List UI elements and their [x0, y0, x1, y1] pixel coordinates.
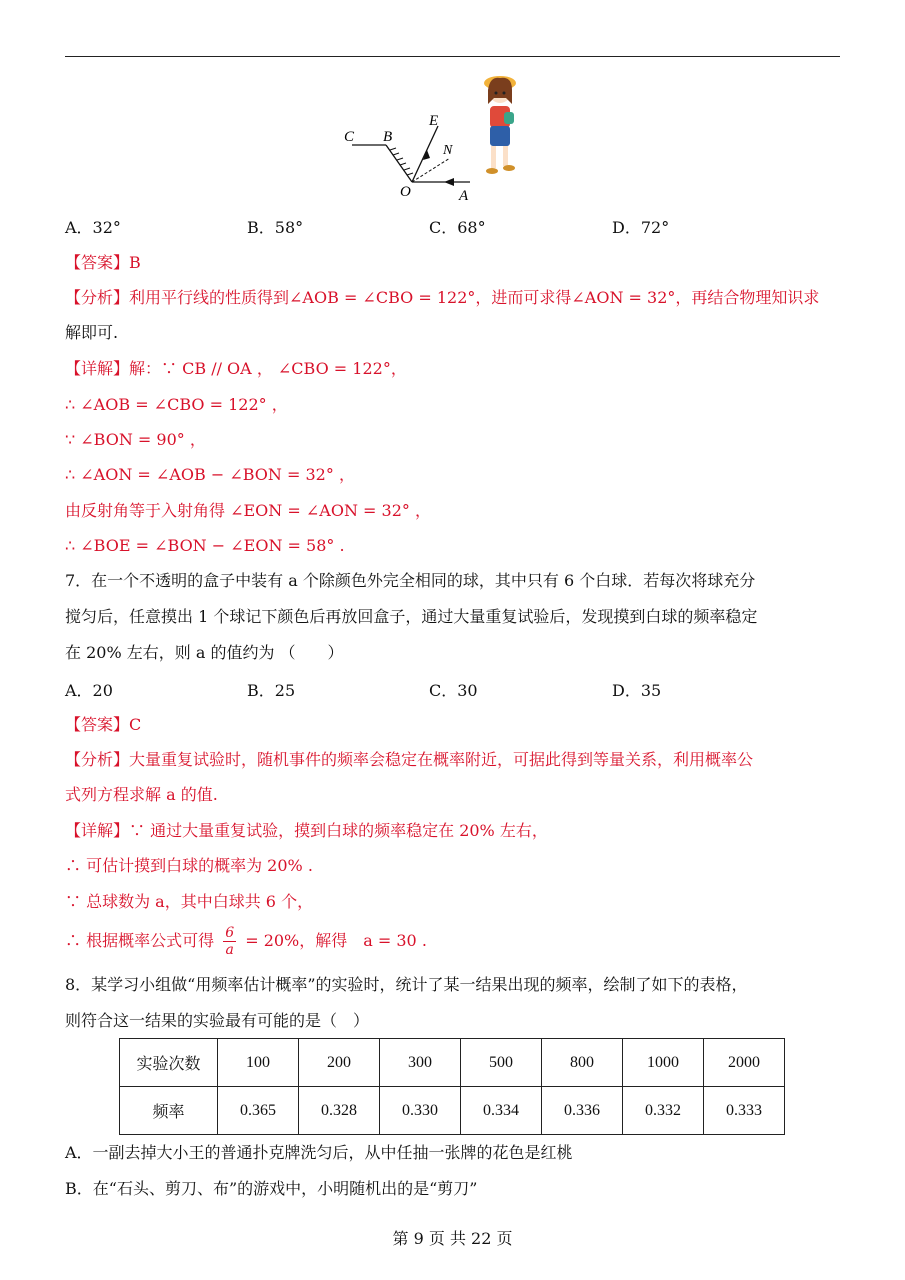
- q6-answer: 【答案】B: [65, 253, 141, 272]
- q7-analysis-2: 式列方程求解 a 的值.: [65, 785, 218, 804]
- q7-option-d: D．35: [612, 681, 662, 700]
- q6-step-4: 由反射角等于入射角得 ∠EON = ∠AON = 32° ，: [65, 501, 431, 520]
- q6-option-b: B．58°: [247, 218, 304, 237]
- q6-detail-text: 解：∵ CB // OA ， ∠CBO = 122°，: [129, 359, 407, 378]
- table-cell: 0.328: [299, 1087, 380, 1135]
- mirror-hatching: [390, 148, 413, 175]
- q7-detail-2: ∴ 可估计摸到白球的概率为 20% .: [65, 856, 313, 875]
- q8-stem-2: 则符合这一结果的实验最有可能的是（ ）: [65, 1011, 370, 1030]
- arrow-ao: [444, 178, 454, 186]
- table-cell: 1000: [623, 1039, 704, 1087]
- label-e: E: [429, 113, 439, 129]
- q6-analysis-text: 利用平行线的性质得到∠AOB = ∠CBO = 122°，进而可求得∠AON = 32°，再结合物理知识求: [129, 288, 820, 307]
- frequency-table: [119, 1038, 785, 1135]
- reflection-figure: [330, 68, 530, 208]
- q6-step-2: ∵ ∠BON = 90° ，: [65, 430, 206, 449]
- q7-stem-1: 7．在一个不透明的盒子中装有 a 个除颜色外完全相同的球，其中只有 6 个白球．若每次将球充分: [65, 571, 756, 590]
- q7-options: [65, 678, 840, 700]
- table-cell: 2000: [704, 1039, 785, 1087]
- q7-frac-num: 6: [225, 925, 235, 941]
- table-cell: 200: [299, 1039, 380, 1087]
- q7-option-b: B．25: [247, 681, 296, 700]
- q6-detail-tag: 【详解】: [65, 359, 130, 378]
- table-header-frequency: 频率: [120, 1087, 218, 1135]
- q6-options: [65, 215, 840, 237]
- q7-detail-3: ∵ 总球数为 a，其中白球共 6 个，: [65, 892, 314, 911]
- table-cell: 500: [461, 1039, 542, 1087]
- page-footer: 第 9 页 共 22 页: [392, 1229, 513, 1248]
- table-cell: 300: [380, 1039, 461, 1087]
- q8-option-a: A．一副去掉大小王的普通扑克牌洗匀后，从中任抽一张牌的花色是红桃: [65, 1143, 573, 1162]
- q7-analysis-tag: 【分析】: [65, 750, 130, 769]
- q7-frac-den: a: [225, 942, 234, 958]
- q7-option-c: C．30: [429, 681, 478, 700]
- table-cell: 0.332: [623, 1087, 704, 1135]
- q6-step-3: ∴ ∠AON = ∠AOB − ∠BON = 32° ，: [65, 465, 355, 484]
- q7-fraction: [223, 925, 236, 958]
- q6-detail-1: [65, 358, 855, 380]
- q7-stem-3: 在 20% 左右，则 a 的值约为 （ ）: [65, 643, 344, 662]
- label-b: B: [383, 129, 393, 145]
- q7-analysis-text: 大量重复试验时，随机事件的频率会稳定在概率附近，可据此得到等量关系，利用概率公: [129, 750, 754, 769]
- table-cell: 100: [218, 1039, 299, 1087]
- q8-option-b: B．在“石头、剪刀、布”的游戏中，小明随机出的是“剪刀”: [65, 1179, 478, 1198]
- table-row-trials: [120, 1039, 785, 1087]
- q7-detail-tag: 【详解】: [65, 821, 130, 840]
- table-cell: 0.336: [542, 1087, 623, 1135]
- q7-answer: 【答案】C: [65, 715, 142, 734]
- mirror-bo: [386, 145, 412, 182]
- label-o: O: [400, 184, 411, 200]
- q7-detail-4-tail: = 20%，解得 a = 30 .: [245, 931, 427, 950]
- girl-illustration: [484, 76, 516, 174]
- table-cell: 800: [542, 1039, 623, 1087]
- q7-detail-text: ∵ 通过大量重复试验，摸到白球的频率稳定在 20% 左右，: [129, 821, 548, 840]
- q7-option-a: A．20: [65, 681, 113, 700]
- q6-option-a: A．32°: [65, 218, 121, 237]
- q6-option-d: D．72°: [612, 218, 670, 237]
- label-c: C: [344, 129, 355, 145]
- q7-detail-4: [65, 924, 855, 958]
- q8-stem-1: 8．某学习小组做“用频率估计概率”的实验时，统计了某一结果出现的频率，绘制了如下的表格，: [65, 975, 748, 994]
- q6-step-5: ∴ ∠BOE = ∠BON − ∠EON = 58° .: [65, 536, 345, 555]
- table-header-trials: 实验次数: [120, 1039, 218, 1087]
- table-cell: 0.365: [218, 1087, 299, 1135]
- label-a: A: [459, 188, 469, 204]
- table-cell: 0.334: [461, 1087, 542, 1135]
- label-n: N: [443, 143, 453, 158]
- table-row-frequency: [120, 1087, 785, 1135]
- q7-detail-1: [65, 820, 855, 842]
- q7-analysis-1: [65, 749, 855, 771]
- q7-detail-4-lead: ∴ 根据概率公式可得: [65, 931, 215, 950]
- q6-option-c: C．68°: [429, 218, 486, 237]
- q6-analysis-tag: 【分析】: [65, 288, 130, 307]
- q6-analysis-1: [65, 287, 855, 309]
- q6-analysis-2: 解即可.: [65, 323, 119, 342]
- q6-step-1: ∴ ∠AOB = ∠CBO = 122° ，: [65, 395, 288, 414]
- q7-stem-2: 搅匀后，任意摸出 1 个球记下颜色后再放回盒子，通过大量重复试验后，发现摸到白球的频率稳定: [65, 607, 758, 626]
- header-rule: [65, 56, 840, 57]
- table-cell: 0.330: [380, 1087, 461, 1135]
- table-cell: 0.333: [704, 1087, 785, 1135]
